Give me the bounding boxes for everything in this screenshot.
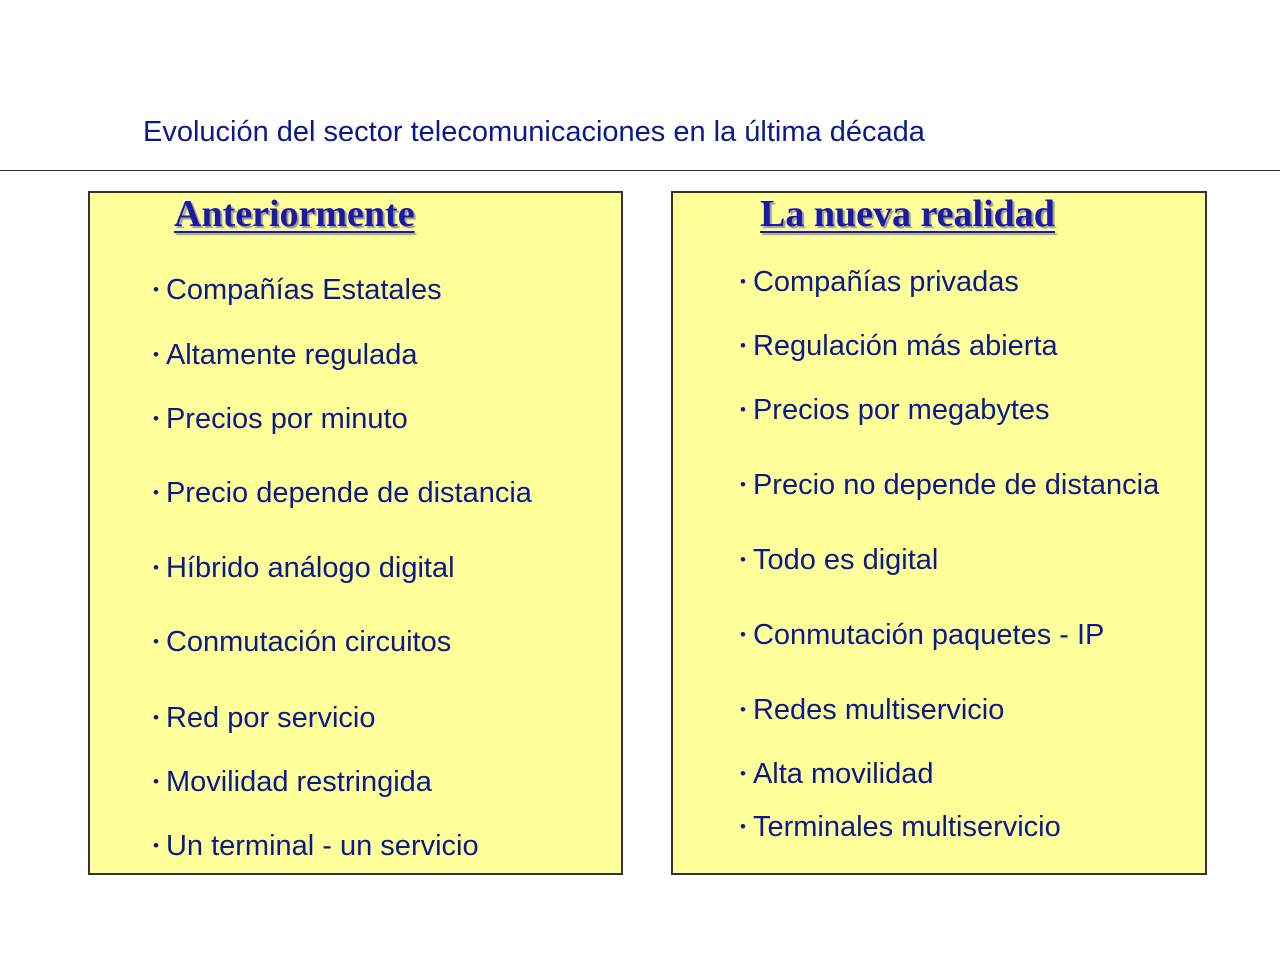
bullet-icon: • bbox=[740, 336, 746, 355]
bullet-icon: • bbox=[153, 708, 159, 727]
bullet-icon: • bbox=[153, 632, 159, 651]
right-panel-heading: La nueva realidad bbox=[760, 193, 1055, 235]
bullet-icon: • bbox=[740, 764, 746, 783]
list-item: • Compañías Estatales bbox=[153, 274, 442, 306]
list-item: • Red por servicio bbox=[153, 702, 376, 734]
list-item: • Precios por minuto bbox=[153, 403, 408, 435]
bullet-icon: • bbox=[740, 475, 746, 494]
list-item: • Todo es digital bbox=[740, 544, 939, 576]
bullet-icon: • bbox=[153, 772, 159, 791]
list-item: • Compañías privadas bbox=[740, 266, 1019, 298]
bullet-icon: • bbox=[153, 345, 159, 364]
bullet-icon: • bbox=[740, 817, 746, 836]
left-panel-heading: Anteriormente bbox=[174, 193, 415, 235]
list-item: • Híbrido análogo digital bbox=[153, 552, 455, 584]
bullet-icon: • bbox=[153, 409, 159, 428]
list-item: • Redes multiservicio bbox=[740, 694, 1005, 726]
bullet-icon: • bbox=[153, 836, 159, 855]
bullet-icon: • bbox=[153, 558, 159, 577]
list-item: • Movilidad restringida bbox=[153, 766, 432, 798]
slide-title: Evolución del sector telecomunicaciones en la última década bbox=[143, 116, 925, 148]
bullet-icon: • bbox=[740, 625, 746, 644]
bullet-icon: • bbox=[740, 400, 746, 419]
list-item: • Precio no depende de distancia bbox=[740, 469, 1160, 501]
list-item: • Altamente regulada bbox=[153, 339, 418, 371]
bullet-icon: • bbox=[740, 272, 746, 291]
list-item: • Conmutación paquetes - IP bbox=[740, 619, 1105, 651]
list-item: • Precios por megabytes bbox=[740, 394, 1050, 426]
list-item: • Terminales multiservicio bbox=[740, 811, 1061, 843]
list-item: • Conmutación circuitos bbox=[153, 626, 452, 658]
list-item: • Regulación más abierta bbox=[740, 330, 1058, 362]
title-divider bbox=[0, 170, 1280, 171]
bullet-icon: • bbox=[740, 700, 746, 719]
bullet-icon: • bbox=[153, 280, 159, 299]
list-item: • Alta movilidad bbox=[740, 758, 934, 790]
bullet-icon: • bbox=[153, 483, 159, 502]
list-item: • Un terminal - un servicio bbox=[153, 830, 479, 862]
bullet-icon: • bbox=[740, 550, 746, 569]
list-item: • Precio depende de distancia bbox=[153, 477, 532, 509]
